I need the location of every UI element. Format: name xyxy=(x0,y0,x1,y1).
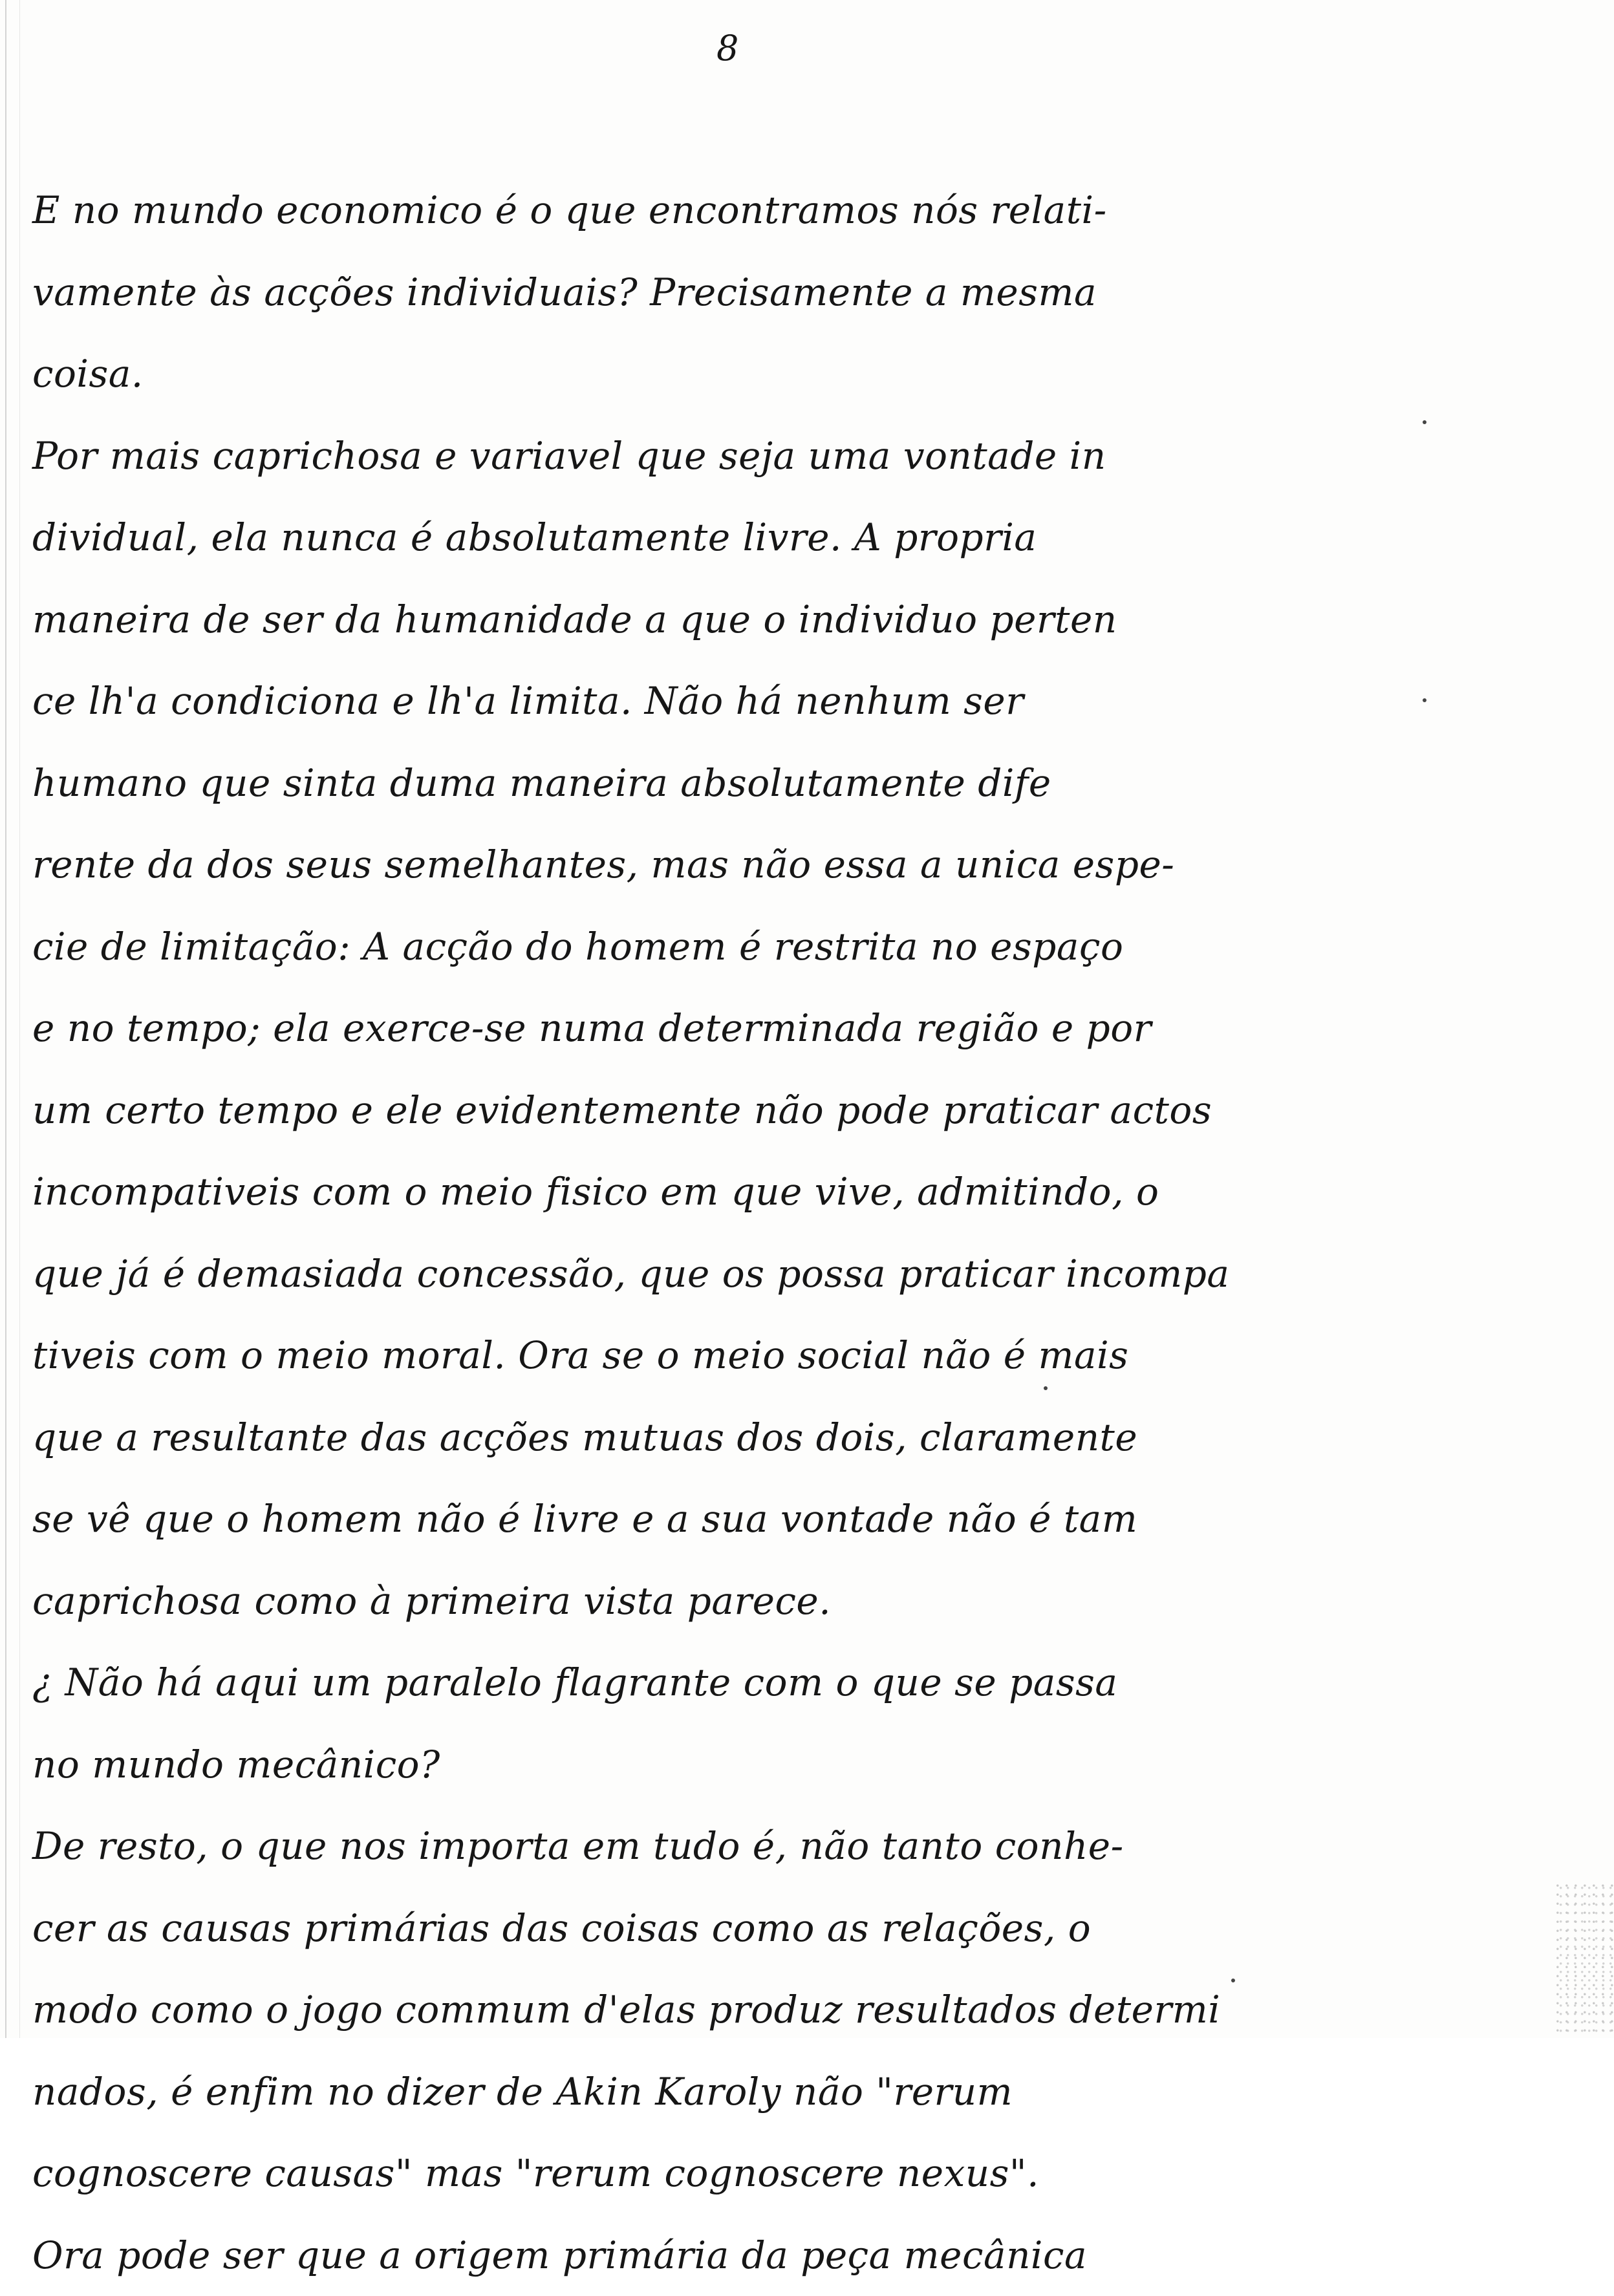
text-line: De resto, o que nos importa em tudo é, não tanto conhe- xyxy=(32,1805,1384,1887)
page-number: 8 xyxy=(716,31,738,66)
text-line: se vê que o homem não é livre e a sua vontade não é tam xyxy=(32,1478,1384,1560)
text-line: ce lh'a condiciona e lh'a limita. Não há nenhum ser xyxy=(32,660,1384,742)
text-line: ¿ Não há aqui um paralelo flagrante com o que se passa xyxy=(32,1642,1384,1724)
text-line: vamente às acções individuais? Precisamente a mesma xyxy=(32,252,1384,334)
handwritten-text-block xyxy=(32,169,1384,2296)
text-line: cer as causas primárias das coisas como as relações, o xyxy=(32,1887,1384,1969)
text-line: incompativeis com o meio fisico em que vive, admitindo, o xyxy=(32,1151,1384,1233)
scan-speckle xyxy=(1556,1883,1614,2038)
binding-edge-line xyxy=(5,0,6,2038)
text-line: caprichosa como à primeira vista parece. xyxy=(32,1560,1384,1642)
text-line: um certo tempo e ele evidentemente não pode praticar actos xyxy=(32,1069,1384,1152)
text-line: dividual, ela nunca é absolutamente livre. A propria xyxy=(32,497,1384,579)
text-line: nados, é enfim no dizer de Akin Karoly não "rerum xyxy=(32,2051,1384,2133)
ink-dot xyxy=(1423,420,1426,424)
text-line: rente da dos seus semelhantes, mas não essa a unica espe- xyxy=(32,824,1384,906)
text-line: modo como o jogo commum d'elas produz resultados determi xyxy=(32,1969,1384,2051)
text-line: cie de limitação: A acção do homem é restrita no espaço xyxy=(32,906,1384,988)
ink-dot xyxy=(1423,698,1426,702)
text-line: Por mais caprichosa e variavel que seja uma vontade in xyxy=(32,415,1384,497)
ink-dot xyxy=(1044,1386,1048,1390)
text-line: E no mundo economico é o que encontramos nós relati- xyxy=(32,169,1384,252)
text-line: e no tempo; ela exerce-se numa determinada região e por xyxy=(32,987,1384,1069)
text-line: que a resultante das acções mutuas dos dois, claramente xyxy=(32,1397,1384,1479)
text-line: no mundo mecânico? xyxy=(32,1724,1384,1806)
text-line: que já é demasiada concessão, que os possa praticar incompa xyxy=(32,1233,1384,1315)
binding-edge-line xyxy=(19,0,20,2038)
ink-dot xyxy=(1231,1979,1235,1982)
text-line: coisa. xyxy=(32,333,1384,415)
text-line: tiveis com o meio moral. Ora se o meio social não é mais xyxy=(32,1314,1384,1397)
text-line: maneira de ser da humanidade a que o individuo perten xyxy=(32,579,1384,661)
text-line: humano que sinta duma maneira absolutamente dife xyxy=(32,742,1384,824)
text-line: cognoscere causas" mas "rerum cognoscere nexus". xyxy=(32,2132,1384,2215)
text-line: Ora pode ser que a origem primária da peça mecânica xyxy=(32,2215,1384,2296)
